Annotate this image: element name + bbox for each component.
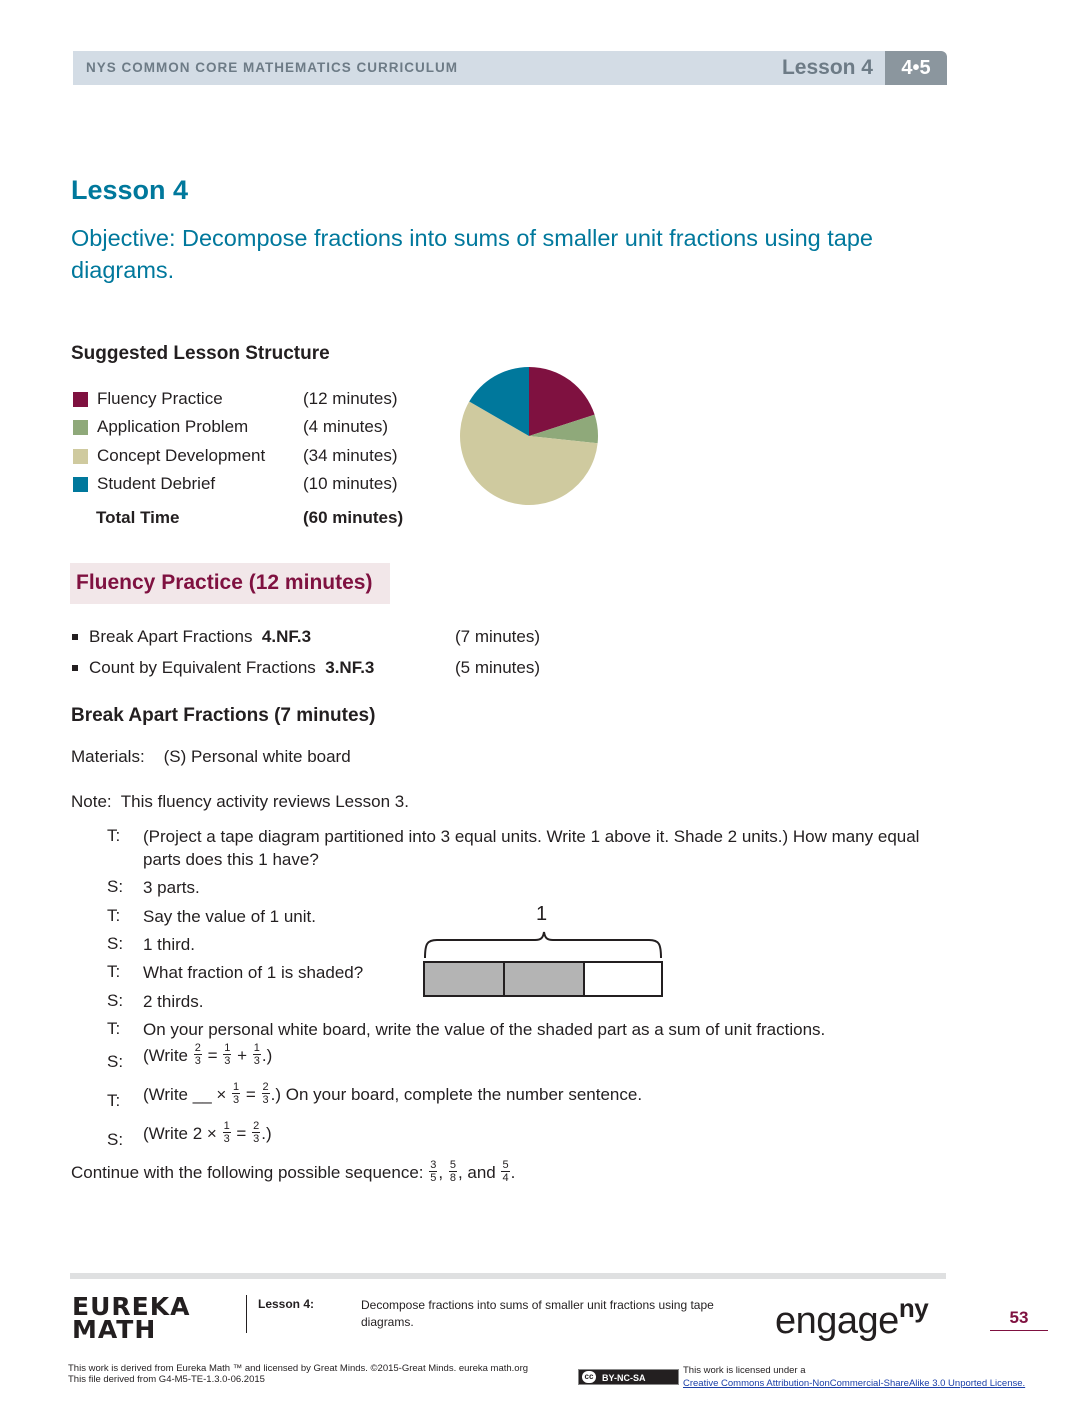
objective: Objective: Decompose fractions into sums of smaller unit fractions using tape diagrams. xyxy=(71,225,873,283)
credit-text: This work is derived from Eureka Math ™ and licensed by Great Minds. ©2015-Great Minds. eureka math.org This file derived from G4-M5-TE-1.3.0-06.2015 xyxy=(68,1363,529,1385)
fraction: $\frac{2}{3}$ xyxy=(194,1042,201,1068)
license-link[interactable]: Creative Commons Attribution-NonCommercial-ShareAlike 3.0 Unported License. xyxy=(683,1378,1026,1389)
legend-swatch xyxy=(73,420,88,435)
speaker: S: xyxy=(107,877,124,896)
dialogue-text: On your personal white board, write the value of the shaded part as a sum of unit fractions. xyxy=(143,1020,826,1039)
license-text: This work is licensed under a Creative Commons Attribution-NonCommercial-ShareAlike 3.0 Unported License. xyxy=(683,1365,1026,1389)
fraction: $\frac{1}{3}$ xyxy=(233,1081,240,1107)
speaker: S: xyxy=(107,991,124,1010)
footer-lesson-label: Lesson 4: xyxy=(258,1297,315,1311)
legend-minutes: (4 minutes) xyxy=(303,417,389,436)
curriculum-title: NYS COMMON CORE MATHEMATICS CURRICULUM xyxy=(86,60,458,75)
speaker: S: xyxy=(107,1052,124,1071)
bullet-icon xyxy=(72,665,78,671)
legend-swatch xyxy=(73,477,88,492)
tape-whole-label: 1 xyxy=(536,903,548,925)
fraction: $\frac{1}{3}$ xyxy=(223,1120,230,1146)
dialogue-text: What fraction of 1 is shaded? xyxy=(143,963,364,982)
fraction: $\frac{2}{3}$ xyxy=(262,1081,269,1107)
dialogue-math: (Write $\frac{2}{3}$ = $\frac{1}{3}$ + $\frac{1}{3}$ .) xyxy=(143,1042,273,1068)
footer-divider xyxy=(246,1295,247,1333)
dialogue-text: (Project a tape diagram partitioned into 3 equal units. Write 1 above it. Shade 2 units.) How many equal parts does this 1 have? xyxy=(143,827,920,869)
dialogue-text: Say the value of 1 unit. xyxy=(143,907,316,926)
page-number-rule xyxy=(990,1330,1048,1331)
header-lesson: Lesson 4 xyxy=(781,56,873,79)
legend-swatch xyxy=(73,392,88,407)
lesson-time-pie-chart xyxy=(459,366,599,506)
legend-label: Concept Development xyxy=(97,446,266,465)
total-label: Total Time xyxy=(96,508,180,527)
module-badge: 4•5 xyxy=(885,51,947,85)
fluency-item-text: Count by Equivalent Fractions xyxy=(89,658,316,677)
page-number: 53 xyxy=(1009,1308,1029,1327)
fraction: $\frac{2}{3}$ xyxy=(253,1120,260,1146)
section-heading: Break Apart Fractions (7 minutes) xyxy=(71,705,376,726)
fraction: $\frac{1}{3}$ xyxy=(224,1042,231,1068)
footer-rule xyxy=(70,1273,946,1279)
speaker: S: xyxy=(107,934,124,953)
speaker: T: xyxy=(107,1091,121,1110)
legend-label: Application Problem xyxy=(97,417,249,436)
footer-lesson-description: Decompose fractions into sums of smaller unit fractions using tape diagrams. xyxy=(361,1298,714,1329)
engageny-logo: engage$^{ny}$ xyxy=(775,1293,929,1342)
dialogue-math: (Write __ × $\frac{1}{3}$ = $\frac{2}{3}$ .) On your board, complete the number sentence. xyxy=(143,1081,643,1107)
dialogue-text: 1 third. xyxy=(143,935,195,954)
cc-license-badge: cc BY-NC-SA xyxy=(578,1369,679,1385)
speaker: T: xyxy=(107,962,121,981)
tape-unit-shaded xyxy=(503,961,585,997)
standard-code: 3.NF.3 xyxy=(325,658,375,677)
cc-icon: cc xyxy=(582,1371,596,1383)
legend-minutes: (12 minutes) xyxy=(303,389,398,408)
speaker: T: xyxy=(107,1019,121,1038)
fluency-item-text: Break Apart Fractions xyxy=(89,627,253,646)
fraction: $\frac{1}{3}$ xyxy=(253,1042,260,1068)
speaker: T: xyxy=(107,906,121,925)
structure-heading: Suggested Lesson Structure xyxy=(71,343,330,364)
fluency-item-minutes: (7 minutes) xyxy=(455,627,541,646)
materials: Materials: (S) Personal white board xyxy=(71,747,351,766)
dialogue-math: (Write 2 × $\frac{1}{3}$ = $\frac{2}{3}$ .) xyxy=(143,1120,272,1146)
fraction: $\frac{5}{8}$ xyxy=(449,1159,456,1185)
fluency-item-minutes: (5 minutes) xyxy=(455,658,541,677)
total-minutes: (60 minutes) xyxy=(303,508,404,527)
legend-label: Fluency Practice xyxy=(97,389,223,408)
speaker: S: xyxy=(107,1130,124,1149)
legend-label: Student Debrief xyxy=(97,474,216,493)
dialogue-text: 3 parts. xyxy=(143,878,200,897)
tape-unit xyxy=(583,961,663,997)
speaker: T: xyxy=(107,826,121,845)
tape-unit-shaded xyxy=(423,961,505,997)
fraction: $\frac{5}{4}$ xyxy=(502,1159,509,1185)
legend-minutes: (10 minutes) xyxy=(303,474,398,493)
legend-swatch xyxy=(73,449,88,464)
continue-sequence: Continue with the following possible sequence: $\frac{3}{5}$ , $\frac{5}{8}$ , and $\frac{5}{4}$ . xyxy=(71,1159,516,1185)
page-title: Lesson 4 xyxy=(71,175,189,205)
fraction: $\frac{3}{5}$ xyxy=(430,1159,437,1185)
standard-code: 4.NF.3 xyxy=(261,627,312,646)
fluency-heading: Fluency Practice (12 minutes) xyxy=(76,571,373,594)
bullet-icon xyxy=(72,634,78,640)
eureka-math-logo: EUREKA MATH xyxy=(72,1292,191,1344)
tape-brace xyxy=(423,930,663,960)
note: Note: This fluency activity reviews Lesson 3. xyxy=(71,792,409,811)
dialogue-text: 2 thirds. xyxy=(143,992,204,1011)
legend-minutes: (34 minutes) xyxy=(303,446,398,465)
